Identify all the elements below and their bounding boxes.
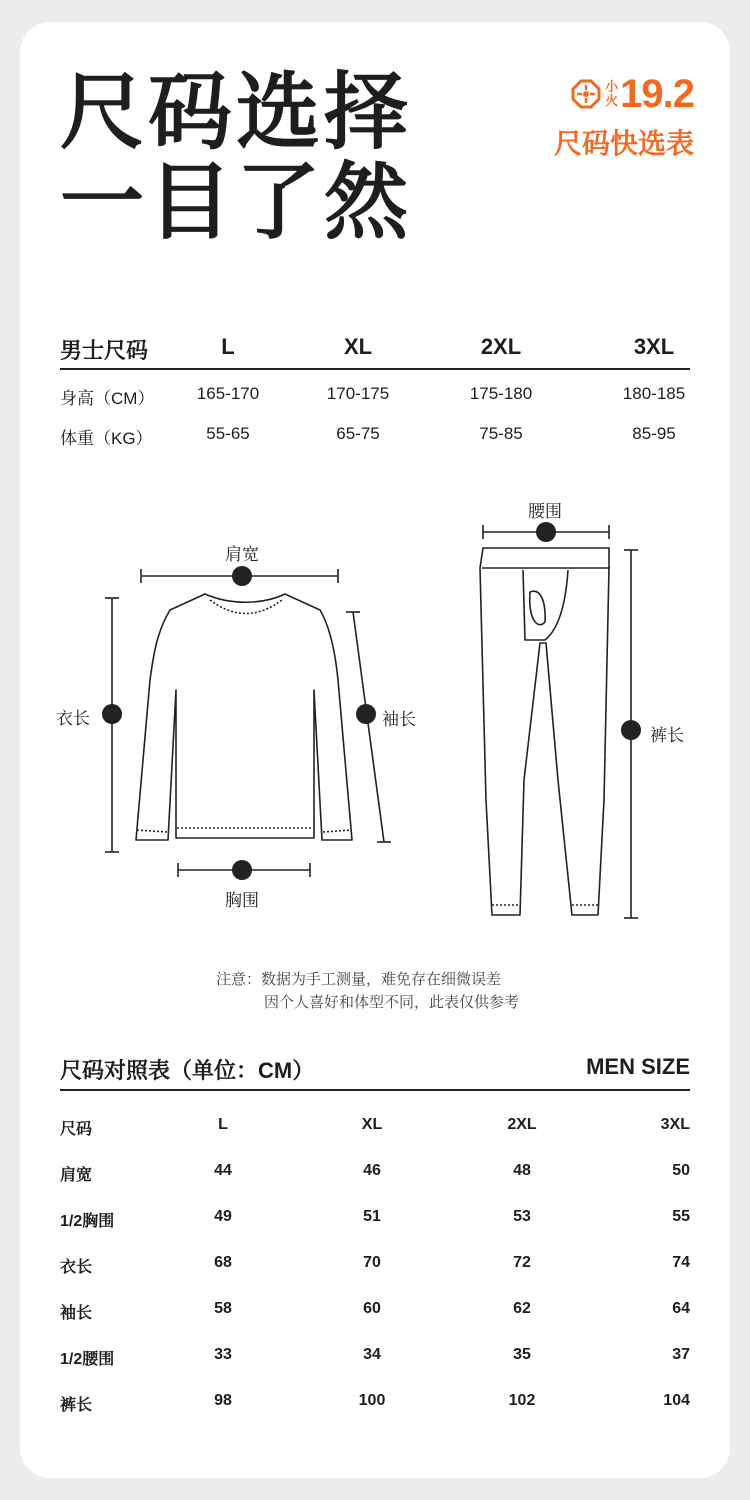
table-cell: 85-95 — [632, 424, 676, 443]
table-cell: 104 — [663, 1392, 690, 1409]
hero-title-line2: 一目了然 — [60, 155, 413, 249]
table-cell: 165-170 — [196, 384, 260, 403]
measure-header-3xl: 3XL — [660, 1116, 690, 1133]
table-cell: 44 — [214, 1162, 232, 1179]
table-cell: 70 — [363, 1254, 381, 1271]
table-cell: 51 — [363, 1208, 381, 1225]
row-label: 身高（CM） — [60, 389, 155, 408]
waist-label: 腰围 — [528, 502, 562, 521]
table-row — [60, 1250, 690, 1280]
table-cell: 33 — [214, 1346, 232, 1363]
table-cell: 49 — [214, 1208, 232, 1225]
table-row — [60, 1158, 690, 1188]
table-cell: 55-65 — [206, 424, 250, 443]
size-header-2xl: 2XL — [480, 334, 522, 359]
row-label: 肩宽 — [60, 1167, 93, 1184]
table-cell: 46 — [363, 1162, 381, 1179]
table-cell: 98 — [214, 1392, 232, 1409]
measure-table-header — [60, 1112, 690, 1142]
measure-header-xl: XL — [361, 1116, 383, 1133]
table-cell: 68 — [214, 1254, 232, 1271]
length-label: 衣长 — [56, 709, 90, 728]
measure-table-divider — [60, 1089, 690, 1091]
measure-header-l: L — [218, 1116, 228, 1133]
size-header-l: L — [221, 334, 235, 359]
measure-header-label: 尺码 — [60, 1121, 93, 1138]
table-cell: 102 — [508, 1392, 536, 1409]
table-cell: 60 — [363, 1300, 381, 1317]
size-header-label: 男士尺码 — [60, 338, 149, 363]
note-line1: 注意：数据为手工测量，难免存在细微误差 — [216, 971, 502, 988]
measure-table-right-title: MEN SIZE — [586, 1054, 690, 1079]
row-label: 1/2腰围 — [60, 1351, 115, 1368]
table-row — [60, 1204, 690, 1234]
shirt-outline-icon — [136, 594, 352, 840]
table-cell: 175-180 — [469, 384, 533, 403]
table-cell: 37 — [672, 1346, 690, 1363]
pants-length-label: 裤长 — [650, 726, 684, 745]
table-cell: 48 — [513, 1162, 531, 1179]
table-cell: 55 — [672, 1208, 690, 1225]
table-cell: 53 — [513, 1208, 531, 1225]
table-cell: 35 — [513, 1346, 531, 1363]
table-cell: 100 — [358, 1392, 386, 1409]
table-cell: 50 — [672, 1162, 690, 1179]
note-line2: 因个人喜好和体型不同，此表仅供参考 — [264, 994, 520, 1011]
brand-char-2: 火 — [605, 93, 619, 108]
row-label: 衣长 — [60, 1259, 93, 1276]
row-label: 体重（KG） — [60, 429, 153, 448]
pants-outline-icon — [480, 548, 610, 915]
sleeve-label: 袖长 — [382, 710, 416, 729]
size-header-xl: XL — [343, 334, 373, 359]
table-cell: 65-75 — [336, 424, 380, 443]
table-row — [60, 1388, 690, 1418]
table-cell: 64 — [672, 1300, 690, 1317]
brand-number: 19.2 — [620, 71, 694, 116]
table-cell: 58 — [214, 1300, 232, 1317]
row-label: 袖长 — [60, 1305, 93, 1322]
table-cell: 75-85 — [479, 424, 523, 443]
brand-subtitle: 尺码快选表 — [553, 128, 694, 159]
table-cell: 34 — [363, 1346, 381, 1363]
table-cell: 180-185 — [622, 384, 686, 403]
brand-char-1: 小 — [605, 79, 619, 94]
measure-header-2xl: 2XL — [507, 1116, 537, 1133]
table-row — [60, 1342, 690, 1372]
size-header-3xl: 3XL — [633, 334, 675, 359]
chest-label: 胸围 — [225, 891, 259, 910]
table-cell: 62 — [513, 1300, 531, 1317]
hero-title-line1: 尺码选择 — [60, 65, 413, 159]
table-row — [60, 1296, 690, 1326]
table-cell: 74 — [672, 1254, 690, 1271]
measure-table-title: 尺码对照表（单位：CM） — [60, 1058, 315, 1083]
table-cell: 72 — [513, 1254, 531, 1271]
table-cell: 170-175 — [326, 384, 390, 403]
row-label: 1/2胸围 — [60, 1213, 115, 1230]
measure-guides — [102, 522, 641, 918]
shoulder-label: 肩宽 — [225, 545, 259, 564]
row-label: 裤长 — [60, 1397, 93, 1414]
